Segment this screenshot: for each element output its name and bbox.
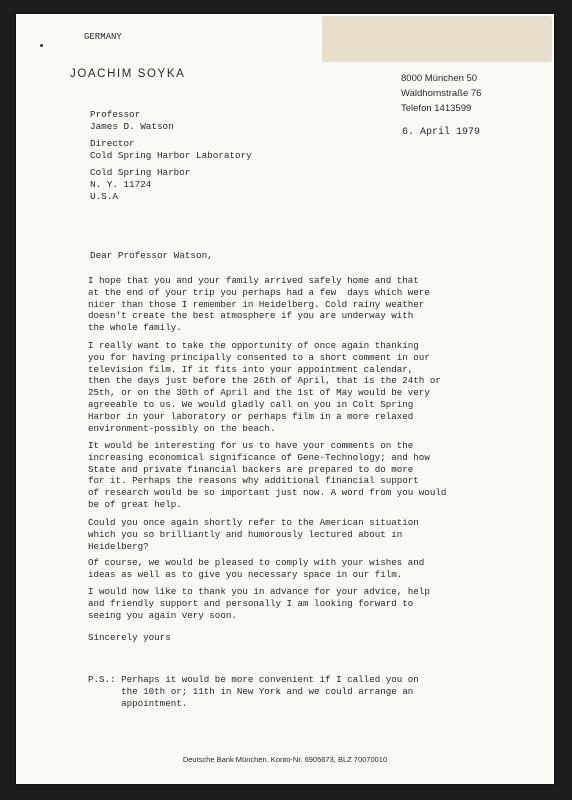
- country-label: GERMANY: [84, 32, 122, 42]
- text-line: State and private financial backers are prepared to do more: [88, 463, 414, 475]
- recipient-line: N. Y. 11724: [90, 179, 152, 190]
- text-line: doesn't create the best atmosphere if you are underway with: [88, 310, 414, 322]
- closing: [88, 632, 171, 644]
- paragraph: [88, 517, 419, 552]
- recipient-address: [90, 109, 252, 203]
- tape-strip: [322, 16, 552, 62]
- text-line: appointment.: [88, 697, 188, 709]
- text-line: you for having principally consented to a short comment in our: [88, 351, 430, 363]
- text-line: Heidelberg?: [88, 540, 149, 552]
- letter-page: [16, 14, 554, 784]
- salutation: Dear Professor Watson,: [90, 250, 213, 261]
- text-line: I really want to take the opportunity of once again thanking: [88, 340, 419, 351]
- text-line: increasing economical significance of Gene-Technology; and how: [88, 451, 430, 463]
- text-line: Of course, we would be pleased to comply with your wishes and: [88, 557, 425, 568]
- recipient-line: James D. Watson: [90, 121, 174, 132]
- text-line: for it. Perhaps the reasons why additional financial support: [88, 475, 419, 487]
- text-line: seeing you again very soon.: [88, 609, 237, 621]
- text-line: the whole family.: [88, 322, 182, 334]
- recipient-line: U.S.A: [90, 191, 118, 202]
- address-line: Waldhornstraße 76: [401, 88, 482, 99]
- text-line: Could you once again shortly refer to the American situation: [88, 517, 419, 528]
- watermark: [56, 209, 62, 235]
- text-line: ideas as well as to give you necessary space in our film.: [88, 568, 403, 580]
- text-line: then the days just before the 26th of April, that is the 24th or: [88, 375, 441, 387]
- text-line: at the end of your trip you perhaps had a few days which were: [88, 286, 430, 298]
- bullet-mark: [40, 44, 43, 47]
- sender-name: JOACHIM SOYKA: [70, 68, 186, 80]
- letter-date: 6. April 1979: [402, 127, 481, 138]
- text-line: agreeable to us. We would gladly call on you in Colt Spring: [88, 398, 414, 410]
- text-line: environment-possibly on the beach.: [88, 422, 276, 434]
- text-line: Harbor in your laboratory or perhaps film in a more relaxed: [88, 410, 414, 422]
- text-line: the 10th or; 11th in New York and we could arrange an: [88, 685, 414, 697]
- text-line: I hope that you and your family arrived safely home and that: [88, 275, 419, 286]
- text-line: 25th, or on the 30th of April and the 1st of May would be very: [88, 387, 430, 399]
- text-line: be of great help.: [88, 498, 182, 510]
- text-line: I would now like to thank you in advance for your advice, help: [88, 586, 430, 597]
- paragraph: [88, 340, 441, 434]
- recipient-line: Cold Spring Harbor Laboratory: [90, 150, 252, 161]
- bank-footer: Deutsche Bank München. Konto-Nr. 6905673, BLZ 70070010: [182, 755, 388, 764]
- paragraph: [88, 586, 430, 621]
- recipient-line: Director: [90, 138, 135, 149]
- paragraph: [88, 440, 446, 511]
- text-line: which you so brilliantly and humorously lectured about in: [88, 528, 403, 540]
- text-line: and friendly support and personally I am looking forward to: [88, 597, 414, 609]
- text-line: of research would be so important just now. A word from you would: [88, 487, 447, 499]
- recipient-line: Professor: [90, 109, 141, 120]
- recipient-line: Cold Spring Harbor: [90, 167, 191, 178]
- text-line: P.S.: Perhaps it would be more convenient if I called you on: [88, 674, 419, 685]
- postscript: [88, 674, 419, 709]
- paragraph: [88, 557, 424, 581]
- text-line: Sincerely yours: [88, 632, 171, 643]
- text-line: It would be interesting for us to have your comments on the: [88, 440, 414, 451]
- address-line: Telefon 1413599: [401, 103, 472, 114]
- text-line: television film. If it fits into your appointment calendar,: [88, 363, 414, 375]
- sender-address: [401, 71, 481, 116]
- paragraph: [88, 275, 430, 334]
- text-line: nicer than those I remember in Heidelberg. Cold rainy weather: [88, 298, 425, 310]
- address-line: 8000 München 50: [401, 73, 478, 84]
